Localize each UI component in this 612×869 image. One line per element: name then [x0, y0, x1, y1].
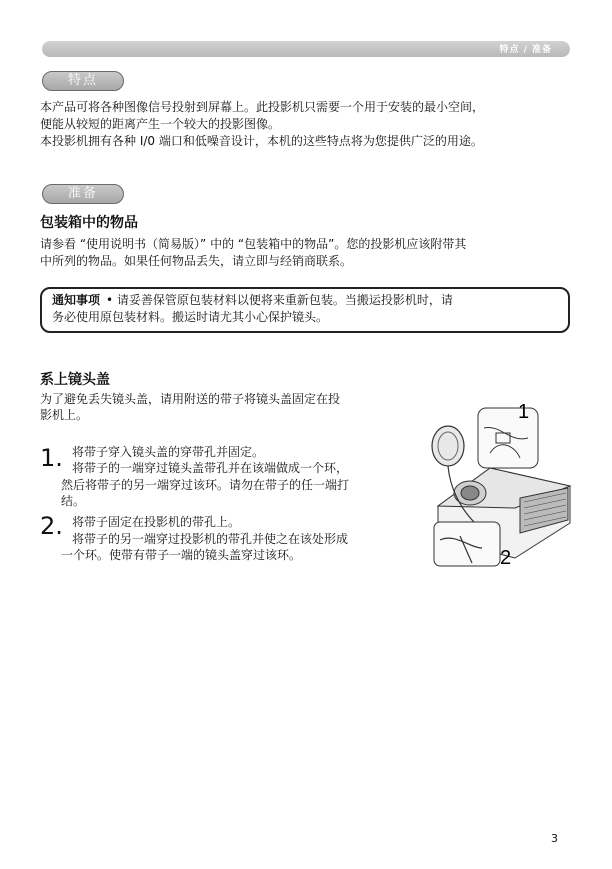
step1-line1: 将带子穿入镜头盖的穿带孔并固定。 — [72, 445, 265, 459]
step2-line2: 将带子的另一端穿过投影机的带孔并使之在该处形成 — [72, 532, 349, 546]
step1-line3: 然后将带子的另一端穿过该环。请勿在带子的任一端打 — [61, 478, 350, 492]
step2-number: 2. — [40, 512, 63, 540]
lens-cap-intro-line1: 为了避免丢失镜头盖，请用附送的带子将镜头盖固定在投 — [40, 392, 341, 406]
notice-label: 通知事项 — [52, 293, 101, 307]
page-number: 3 — [551, 832, 558, 845]
notice-box — [40, 287, 570, 333]
contents-line1: 请参看 “使用说明书（简易版）” 中的 “包装箱中的物品”。您的投影机应该附带其 — [40, 237, 467, 251]
step2-line3: 一个环。使带有带子一端的镜头盖穿过该环。 — [61, 548, 302, 562]
notice-line2: 务必使用原包装材料。搬运时请尤其小心保护镜头。 — [52, 310, 329, 324]
step1-line2: 将带子的一端穿过镜头盖带孔并在该端做成一个环， — [72, 461, 349, 475]
contents-line2: 中所列的物品。如果任何物品丢失，请立即与经销商联系。 — [40, 254, 353, 268]
features-para1-line1: 本产品可将各种图像信号投射到屏幕上。此投影机只需要一个用于安装的最小空间， — [40, 100, 485, 114]
preparation-heading: 准备 — [42, 184, 124, 204]
lens-cap-intro-line2: 影机上。 — [40, 408, 89, 422]
callout-1-label: 1 — [518, 401, 530, 423]
header-bar — [42, 41, 570, 57]
lens-cap-title: 系上镜头盖 — [40, 372, 110, 388]
step2-line1: 将带子固定在投影机的带孔上。 — [72, 515, 241, 529]
step1-line4: 结。 — [61, 494, 86, 508]
step1-number: 1. — [40, 444, 63, 472]
contents-title: 包装箱中的物品 — [40, 215, 138, 231]
features-para1-line2: 便能从较短的距离产生一个较大的投影图像。 — [40, 117, 281, 131]
lens-cap-illustration — [420, 398, 580, 573]
callout-2-label: 2 — [500, 547, 512, 569]
features-heading: 特点 — [42, 71, 124, 91]
notice-line1: 通知事项 • 请妥善保管原包装材料以便将来重新包装。当搬运投影机时，请 — [52, 293, 453, 307]
features-para2: 本投影机拥有各种 I/0 端口和低噪音设计，本机的这些特点将为您提供广泛的用途。 — [40, 134, 483, 148]
breadcrumb: 特点 / 准备 — [499, 45, 552, 55]
